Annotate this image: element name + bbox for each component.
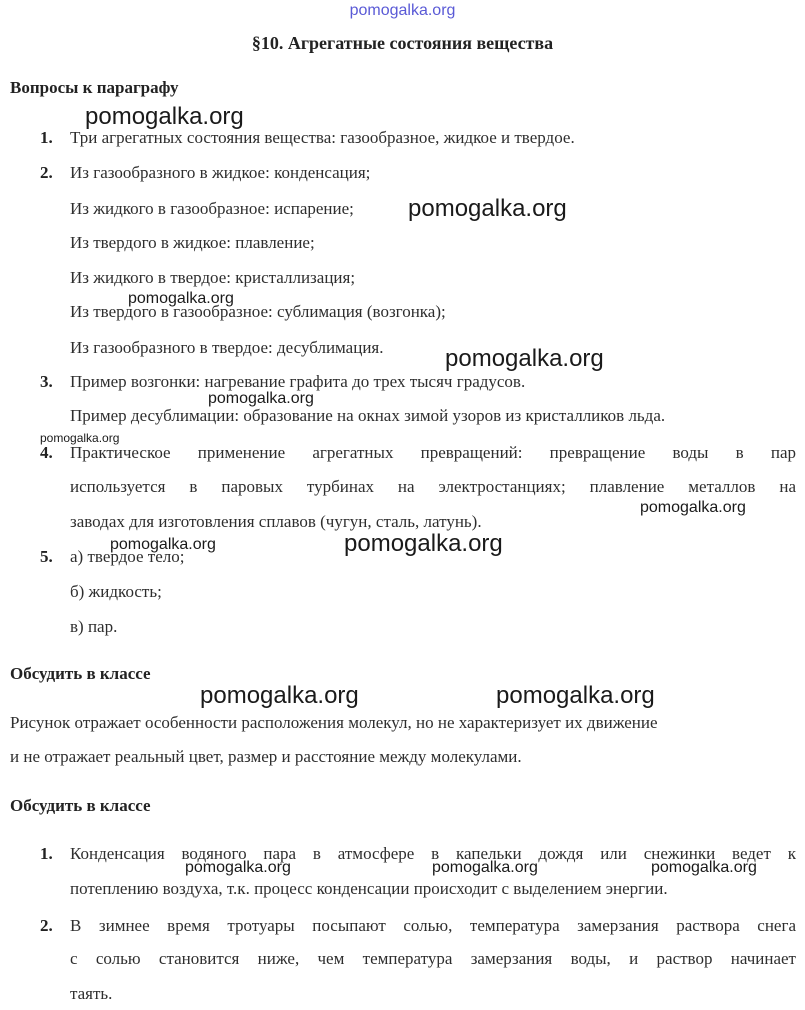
watermark: pomogalka.org <box>432 859 538 876</box>
answer-line: Конденсация водяного пара в атмосфере в капельки дождя или снежинки ведет к <box>70 844 796 863</box>
item-number: 4. <box>40 443 53 462</box>
answer-line: В зимнее время тротуары посыпают солью, температура замерзания раствора снега <box>70 916 796 935</box>
watermark: pomogalka.org <box>128 290 234 307</box>
item-number: 2. <box>40 163 53 182</box>
answer-line: Из твердого в газообразное: сублимация (возгонка); <box>70 302 446 321</box>
section-heading-discuss: Обсудить в классе <box>10 796 151 815</box>
watermark: pomogalka.org <box>640 499 746 516</box>
answer-line: Из жидкого в газообразное: испарение; <box>70 199 354 218</box>
paragraph-line: и не отражает реальный цвет, размер и расстояние между молекулами. <box>10 747 522 766</box>
answer-line: заводах для изготовления сплавов (чугун, сталь, латунь). <box>70 512 482 531</box>
paragraph-line: Рисунок отражает особенности расположения молекул, но не характеризует их движение <box>10 713 658 732</box>
watermark: pomogalka.org <box>200 682 359 709</box>
item-number: 2. <box>40 916 53 935</box>
section-heading-questions: Вопросы к параграфу <box>10 78 179 97</box>
item-number: 1. <box>40 128 53 147</box>
watermark: pomogalka.org <box>408 195 567 222</box>
watermark: pomogalka.org <box>651 859 757 876</box>
item-number: 5. <box>40 547 53 566</box>
answer-line: Из жидкого в твердое: кристаллизация; <box>70 268 356 287</box>
watermark: pomogalka.org <box>445 345 604 372</box>
answer-line: Пример десублимации: образование на окнах зимой узоров из кристалликов льда. <box>70 406 666 425</box>
answer-line: Из газообразного в твердое: десублимация. <box>70 338 384 357</box>
answer-line: Три агрегатных состояния вещества: газообразное, жидкое и твердое. <box>70 128 575 147</box>
watermark: pomogalka.org <box>496 682 655 709</box>
answer-line: б) жидкость; <box>70 582 162 601</box>
site-header-link[interactable]: pomogalka.org <box>349 2 456 19</box>
item-number: 1. <box>40 844 53 863</box>
watermark: pomogalka.org <box>110 536 216 553</box>
answer-line: используется в паровых турбинах на электростанциях; плавление металлов на <box>70 477 796 496</box>
answer-line: а) твердое тело; <box>70 547 185 566</box>
answer-line: в) пар. <box>70 617 118 636</box>
watermark: pomogalka.org <box>208 390 314 407</box>
answer-line: Из твердого в жидкое: плавление; <box>70 233 315 252</box>
watermark: pomogalka.org <box>85 103 244 130</box>
answer-line: потеплению воздуха, т.к. процесс конденсации происходит с выделением энергии. <box>70 879 668 898</box>
answer-line: Из газообразного в жидкое: конденсация; <box>70 163 371 182</box>
watermark: pomogalka.org <box>40 431 120 445</box>
page-title: §10. Агрегатные состояния вещества <box>251 33 554 53</box>
watermark: pomogalka.org <box>344 530 503 557</box>
answer-line: Практическое применение агрегатных превращений: превращение воды в пар <box>70 443 796 462</box>
answer-line: таять. <box>70 984 113 1003</box>
item-number: 3. <box>40 372 53 391</box>
watermark: pomogalka.org <box>185 859 291 876</box>
answer-line: с солью становится ниже, чем температура замерзания воды, и раствор начинает <box>70 949 796 968</box>
section-heading-discuss: Обсудить в классе <box>10 664 151 683</box>
answer-line: Пример возгонки: нагревание графита до трех тысяч градусов. <box>70 372 526 391</box>
